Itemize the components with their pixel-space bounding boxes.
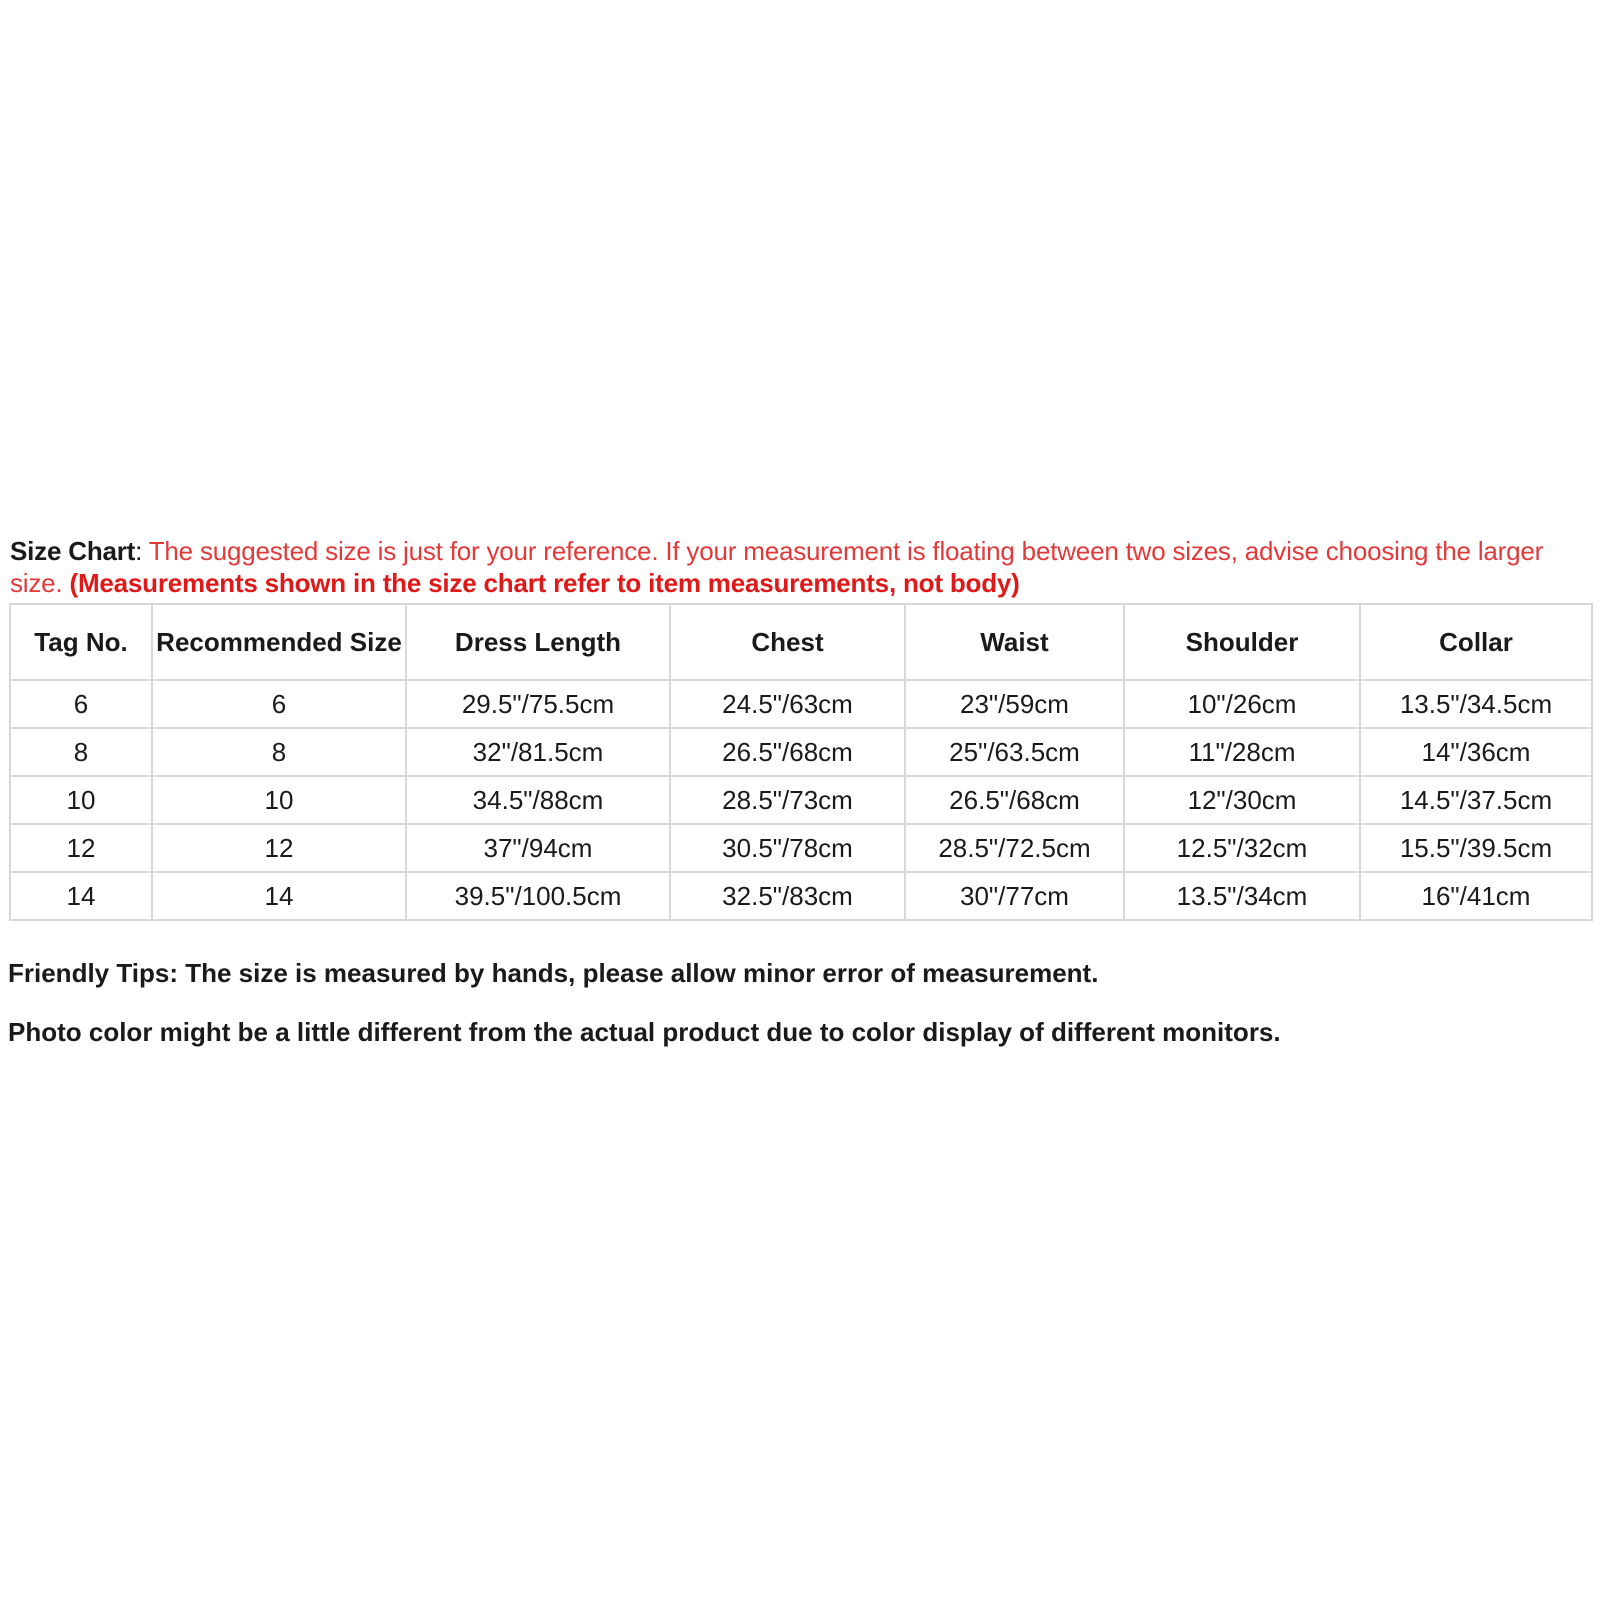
cell-shoulder: 11"/28cm <box>1124 728 1360 776</box>
cell-recommended-size: 12 <box>152 824 406 872</box>
table-header-row <box>10 604 1592 680</box>
size-chart-label: Size Chart <box>10 536 136 566</box>
cell-shoulder: 12"/30cm <box>1124 776 1360 824</box>
size-chart-separator: : <box>135 536 149 566</box>
cell-dress-length: 32"/81.5cm <box>406 728 670 776</box>
cell-tag-no: 14 <box>10 872 152 920</box>
cell-chest: 30.5"/78cm <box>670 824 905 872</box>
cell-collar: 15.5"/39.5cm <box>1360 824 1592 872</box>
cell-waist: 25"/63.5cm <box>905 728 1124 776</box>
header-dress-length: Dress Length <box>406 604 670 680</box>
cell-waist: 26.5"/68cm <box>905 776 1124 824</box>
cell-waist: 23"/59cm <box>905 680 1124 728</box>
size-chart-note: The suggested size is just for your reference. If your measurement is floating between two sizes, advise choosing the larger size. <box>10 536 1544 598</box>
table-row <box>10 776 1592 824</box>
size-table <box>9 603 1593 921</box>
cell-collar: 14.5"/37.5cm <box>1360 776 1592 824</box>
table-row <box>10 728 1592 776</box>
cell-collar: 16"/41cm <box>1360 872 1592 920</box>
header-collar: Collar <box>1360 604 1592 680</box>
header-tag-no: Tag No. <box>10 604 152 680</box>
cell-chest: 24.5"/63cm <box>670 680 905 728</box>
cell-chest: 32.5"/83cm <box>670 872 905 920</box>
cell-chest: 28.5"/73cm <box>670 776 905 824</box>
table-row <box>10 872 1592 920</box>
cell-shoulder: 13.5"/34cm <box>1124 872 1360 920</box>
friendly-tips: Friendly Tips: The size is measured by hands, please allow minor error of measurement. <box>8 958 1099 988</box>
header-waist: Waist <box>905 604 1124 680</box>
cell-dress-length: 39.5"/100.5cm <box>406 872 670 920</box>
cell-shoulder: 12.5"/32cm <box>1124 824 1360 872</box>
cell-recommended-size: 14 <box>152 872 406 920</box>
table-row <box>10 680 1592 728</box>
cell-recommended-size: 10 <box>152 776 406 824</box>
header-shoulder: Shoulder <box>1124 604 1360 680</box>
cell-waist: 28.5"/72.5cm <box>905 824 1124 872</box>
cell-dress-length: 37"/94cm <box>406 824 670 872</box>
cell-tag-no: 6 <box>10 680 152 728</box>
cell-tag-no: 10 <box>10 776 152 824</box>
cell-dress-length: 29.5"/75.5cm <box>406 680 670 728</box>
cell-chest: 26.5"/68cm <box>670 728 905 776</box>
size-chart-intro <box>10 535 1590 599</box>
table-row <box>10 824 1592 872</box>
cell-collar: 14"/36cm <box>1360 728 1592 776</box>
cell-tag-no: 8 <box>10 728 152 776</box>
cell-waist: 30"/77cm <box>905 872 1124 920</box>
size-chart-note-strong: (Measurements shown in the size chart refer to item measurements, not body) <box>69 568 1020 598</box>
header-chest: Chest <box>670 604 905 680</box>
cell-tag-no: 12 <box>10 824 152 872</box>
cell-collar: 13.5"/34.5cm <box>1360 680 1592 728</box>
cell-dress-length: 34.5"/88cm <box>406 776 670 824</box>
cell-shoulder: 10"/26cm <box>1124 680 1360 728</box>
header-recommended-size: Recommended Size <box>152 604 406 680</box>
cell-recommended-size: 6 <box>152 680 406 728</box>
photo-color-note: Photo color might be a little different from the actual product due to color display of different monitors. <box>8 1017 1281 1047</box>
cell-recommended-size: 8 <box>152 728 406 776</box>
